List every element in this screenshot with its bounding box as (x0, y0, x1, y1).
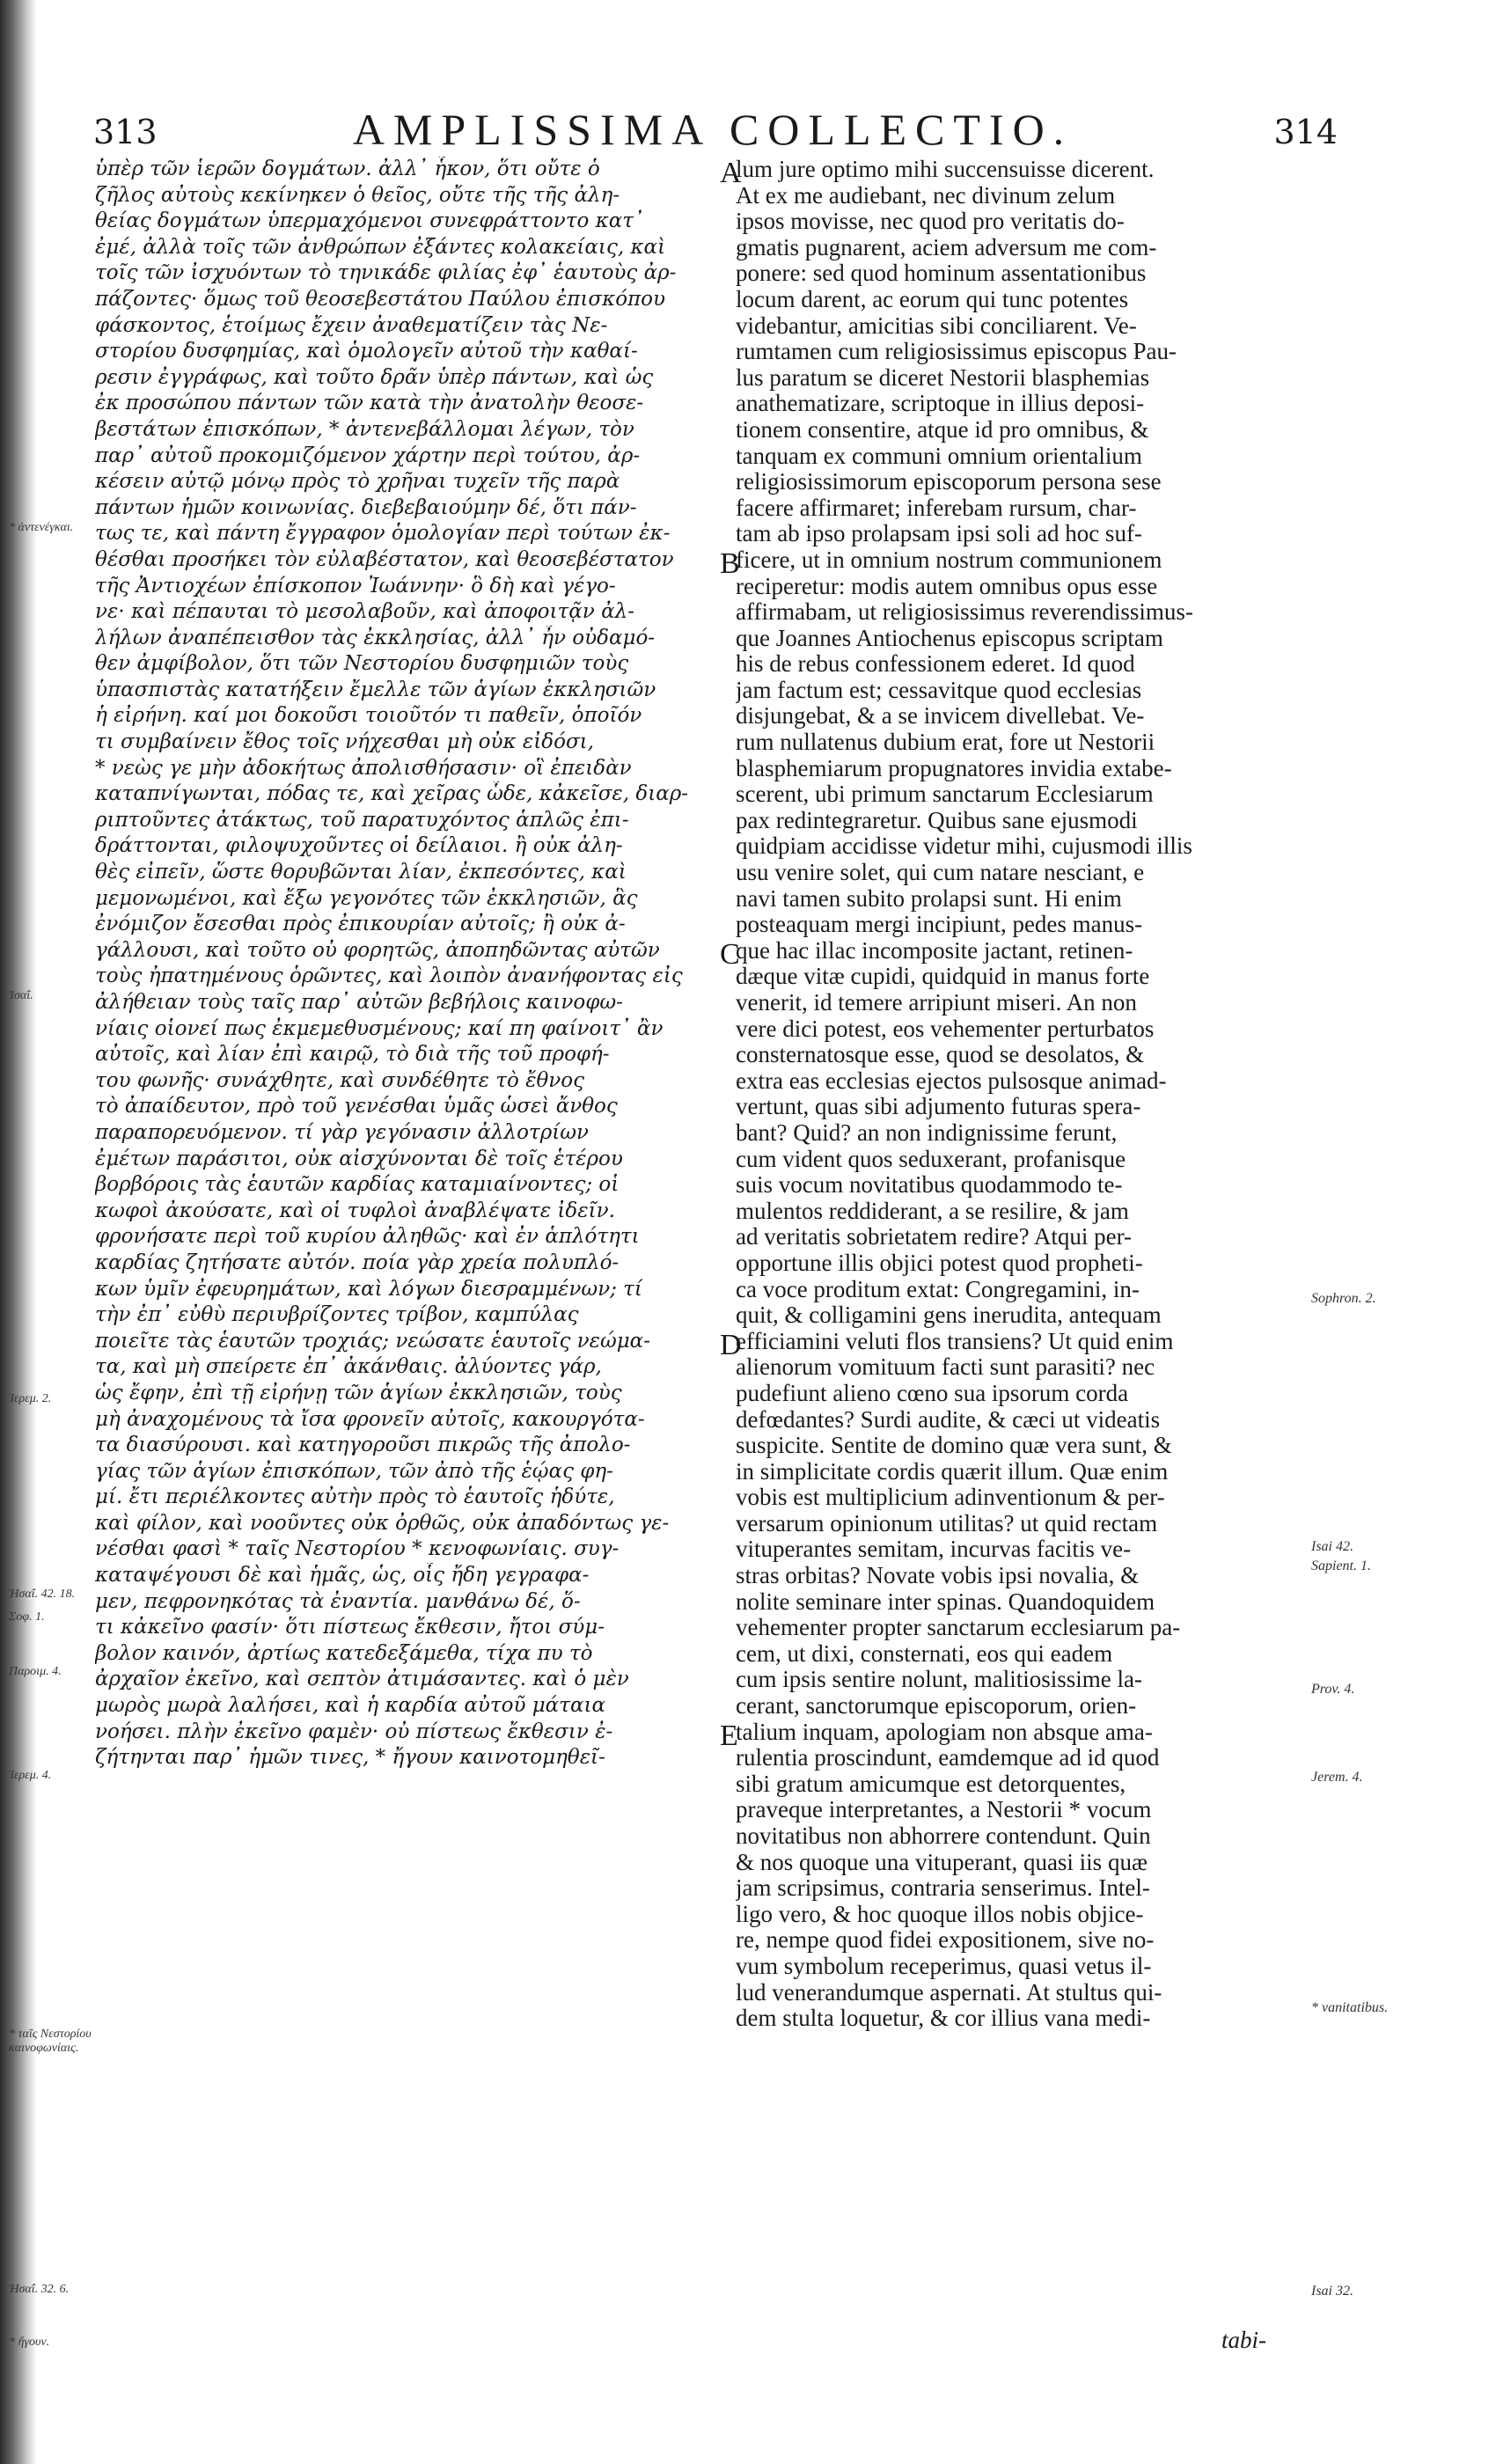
greek-text-line: ὑπασπιστὰς κατατήξειν ἔμελλε τῶν ἁγίων ἐκκλησιῶν (95, 678, 656, 701)
greek-text-line: ρεσιν ἐγγράφως, καὶ τοῦτο δρᾶν ὑπὲρ πάντων, καὶ ὡς (95, 365, 654, 389)
latin-text-line: ficere, ut in omnium nostrum communionem (736, 546, 1162, 573)
greek-text-line: ριπτοῦντες ἀτάκτως, τοῦ παρατυχόντος ἁπλῶς ἐπι- (95, 808, 629, 832)
greek-text-line: τα, καὶ μὴ σπείρετε ἐπ᾿ ἀκάνθαις. ἀλύοντες γάρ, (95, 1355, 602, 1379)
greek-text-line: μὴ ἀναχομένους τὰ ἴσα φρονεῖν αὐτοῖς, κακουργότα- (95, 1407, 645, 1431)
greek-text-line: φρονήσατε περὶ τοῦ κυρίου ἀληθῶς· καὶ ἐν ἁπλότητι (95, 1225, 640, 1249)
greek-text-line: τῆς Ἀντιοχέων ἐπίσκοπον Ἰωάννην· ὃ δὴ καὶ γέγο- (95, 574, 616, 598)
latin-text-line: anathematizare, scriptoque in illius deposi- (736, 391, 1145, 417)
greek-text-line: πάζοντες· ὅμως τοῦ θεοσεβεστάτου Παύλου ἐπισκόπου (95, 287, 665, 311)
page-header (88, 104, 1338, 157)
latin-text-line: dæque vitæ cupidi, quidquid in manus forte (736, 964, 1150, 990)
greek-text-line: φάσκοντος, ἑτοίμως ἔχειν ἀναθεματίζειν τὰς Νε- (95, 313, 608, 337)
greek-text-line: βολον καινόν, ἀρτίως κατεδεξάμεθα, τίχα πυ τὸ (95, 1641, 593, 1665)
left-margin-note: Σοφ. 1. (9, 1610, 45, 1624)
greek-text-line: νε· καὶ πέπαυται τὸ μεσολαβοῦν, καὶ ἀποφοιτᾷν ἀλ- (95, 600, 634, 624)
latin-text-line: ligo vero, & hoc quoque illos nobis objice- (736, 1901, 1144, 1927)
greek-text-line: δράττονται, φιλοψυχοῦντες οἱ δείλαιοι. ἢ οὐκ ἀλη- (95, 834, 623, 858)
greek-text-line: στορίου δυσφημίας, καὶ ὁμολογεῖν αὐτοῦ τὴν καθαί- (95, 340, 638, 363)
latin-text-line: praveque interpretantes, a Nestorii * vocum (736, 1797, 1152, 1823)
greek-text-line: θείας δογμάτων ὑπερμαχόμενοι συνεφράττοντο κατ᾿ (95, 209, 644, 233)
latin-text-line: vehementer propter sanctarum ecclesiarum pa- (736, 1615, 1181, 1641)
greek-text-line: μεμονωμένοι, καὶ ἔξω γεγονότες τῶν ἐκκλησιῶν, ἃς (95, 886, 638, 910)
latin-text-line: vertunt, quas sibi adjumento futuras spera- (736, 1094, 1141, 1120)
section-letter-b: B (720, 547, 740, 580)
greek-text-column (95, 157, 725, 1771)
greek-text-line: κωφοὶ ἀκούσατε, καὶ οἱ τυφλοὶ ἀναβλέψατε ἰδεῖν. (95, 1199, 615, 1222)
latin-text-line: affirmabam, ut religiosissimus reverendissimus- (736, 599, 1193, 626)
left-margin-note: Ἱερεμ. 2. (9, 1392, 52, 1405)
latin-text-line: ipsos movisse, nec quod pro veritatis do- (736, 209, 1125, 235)
latin-text-line: consternatosque esse, quod se desolatos, & (736, 1042, 1145, 1068)
left-page-number: 313 (93, 113, 158, 151)
greek-text-line: νέσθαι φασὶ * ταῖς Νεστορίου * κενοφωνίαις. συγ- (95, 1537, 620, 1561)
latin-text-line: navi tamen subito prolapsi sunt. Hi enim (736, 885, 1122, 912)
greek-text-line: ὡς ἔφην, ἐπὶ τῇ εἰρήνῃ τῶν ἁγίων ἐκκλησιῶν, τοὺς (95, 1381, 622, 1404)
latin-text-line: his de rebus confessionem ederet. Id quod (736, 651, 1135, 678)
latin-text-line: cem, ut dixi, consternati, eos qui eadem (736, 1640, 1113, 1667)
section-letter-a: A (720, 157, 742, 189)
latin-text-line: At ex me audiebant, nec divinum zelum (736, 182, 1116, 209)
latin-text-line: videbantur, amicitias sibi conciliarent. Ve- (736, 312, 1137, 339)
latin-text-line: blasphemiarum propugnatores invidia extabe- (736, 755, 1172, 781)
latin-text-line: ad veritatis sobrietatem redire? Atqui per- (736, 1224, 1133, 1250)
left-margin-note: Ἰσαΐ. (9, 989, 33, 1002)
latin-text-line: gmatis pugnarent, aciem adversum me com- (736, 234, 1157, 260)
greek-text-line: θέσθαι προσήκει τὸν εὐλαβέστατον, καὶ θεοσεβέστατον (95, 547, 674, 571)
latin-text-line: rumtamen cum religiosissimus episcopus Pau- (736, 339, 1177, 365)
latin-text-line: posteaquam mergi incipiunt, pedes manus- (736, 912, 1143, 938)
latin-text-line: cum vident quos seduxerant, profanisque (736, 1146, 1126, 1172)
right-margin-note: Sophron. 2. (1311, 1291, 1376, 1306)
latin-text-line: jam factum est; cessavitque quod ecclesias (736, 677, 1142, 703)
latin-text-line: vum symbolum receperimus, quasi vetus il- (736, 1953, 1152, 1979)
left-margin-note: * ταῖς Νεστορίου καινοφωνίαις. (9, 2028, 92, 2055)
latin-text-line: in simplicitate cordis quærit illum. Quæ enim (736, 1458, 1169, 1485)
latin-text-line: re, nempe quod fidei expositionem, sive no- (736, 1927, 1155, 1954)
latin-text-line: reciperetur: modis autem omnibus opus esse (736, 573, 1158, 599)
greek-text-line: νίαις οἱονεί πως ἐκμεμεθυσμένους; καί πη φαίνοιτ᾿ ἂν (95, 1016, 664, 1040)
section-letter-e: E (720, 1720, 738, 1752)
latin-text-line: lus paratum se diceret Nestorii blasphemias (736, 364, 1150, 391)
left-margin-note: Παροιμ. 4. (9, 1665, 62, 1678)
latin-text-line: rulentia proscindunt, eamdemque ad id quod (736, 1745, 1160, 1771)
greek-text-line: ἡ εἰρήνη. καί μοι δοκοῦσι τοιοῦτόν τι παθεῖν, ὁποῖόν (95, 704, 642, 728)
latin-text-line: suis vocum novitatibus quodammodo te- (736, 1172, 1123, 1199)
latin-text-line: bant? Quid? an non indignissime ferunt, (736, 1119, 1118, 1146)
latin-text-line: opportune illis objici potest quod propheti- (736, 1250, 1143, 1276)
latin-text-line: rum nullatenus dubium erat, fore ut Nestorii (736, 730, 1155, 756)
greek-text-line: καὶ φίλον, καὶ νοοῦντες οὐκ ὀρθῶς, οὐκ ἀπαδόντως γε- (95, 1511, 670, 1535)
latin-text-line: lum jure optimo mihi succensuisse dicerent. (736, 157, 1155, 182)
greek-text-line: θεν ἀμφίβολον, ὅτι τῶν Νεστορίου δυσφημιῶν τοὺς (95, 652, 629, 676)
latin-text-line: efficiamini veluti flos transiens? Ut quid enim (736, 1328, 1174, 1354)
latin-text-line: sibi gratum amicumque est detorquentes, (736, 1771, 1126, 1797)
greek-text-line: κων ὑμῖν ἐφευρημάτων, καὶ λόγων διεσραμμένων; τί (95, 1277, 642, 1301)
section-letter-c: C (720, 938, 740, 971)
latin-text-line: talium inquam, apologiam non absque ama- (736, 1719, 1153, 1745)
greek-text-line: ἐκ προσώπου πάντων τῶν κατὰ τὴν ἀνατολὴν θεοσε- (95, 392, 644, 415)
greek-text-line: τως τε, καὶ πάντη ἔγγραφον ὁμολογίαν περὶ τούτων ἐκ- (95, 522, 671, 546)
latin-text-line: ponere: sed quod hominum assentationibus (736, 260, 1147, 287)
section-letter-d: D (720, 1329, 742, 1361)
right-page-number: 314 (1273, 113, 1338, 151)
latin-text-line: pax redintegraretur. Quibus sane ejusmodi (736, 807, 1138, 833)
latin-text-line: usu venire solet, qui cum natare nesciant, e (736, 860, 1145, 886)
latin-text-line: jam scripsimus, contraria senserimus. Intel- (736, 1875, 1150, 1902)
greek-text-line: τοῖς τῶν ἰσχυόντων τὸ τηνικάδε φιλίας ἐφ᾿ ἑαυτοὺς ἀρ- (95, 261, 677, 285)
latin-text-line: nolite seminare inter spinas. Quandoquidem (736, 1588, 1155, 1615)
latin-text-line: religiosissimorum episcoporum persona sese (736, 469, 1162, 495)
latin-text-line: venerit, id temere arripiunt miseri. An non (736, 990, 1137, 1016)
latin-text-line: cerant, sanctorumque episcoporum, orien- (736, 1693, 1137, 1720)
latin-text-line: novitatibus non abhorrere contendunt. Quin (736, 1823, 1151, 1849)
catchword: tabi- (1221, 2327, 1266, 2353)
greek-text-line: μωρὸς μωρὰ λαλήσει, καὶ ἡ καρδία αὐτοῦ μάταια (95, 1694, 606, 1718)
latin-text-line: versarum opinionum utilitas? ut quid rectam (736, 1510, 1158, 1536)
greek-text-line: γάλλουσι, καὶ τοῦτο οὐ φορητῶς, ἀποπηδῶντας αὐτῶν (95, 938, 660, 962)
right-margin-note: Jerem. 4. (1311, 1770, 1363, 1785)
latin-text-line: scerent, ubi primum sanctarum Ecclesiarum (736, 781, 1154, 808)
greek-text-line: τι κἀκεῖνο φασίν· ὅτι πίστεως ἔκθεσιν, ἤτοι σύμ- (95, 1616, 605, 1639)
running-title: AMPLISSIMA COLLECTIO. (352, 105, 1074, 154)
greek-text-line: καταψέγουσι δὲ καὶ ἡμᾶς, ὡς, οἷς ἤδη γεγραφα- (95, 1564, 590, 1588)
greek-text-line: ζήτηνται παρ᾿ ἡμῶν τινες, * ἤγουν καινοτομηθεῖ- (95, 1746, 605, 1770)
latin-text-line: cum ipsis sentire nolunt, malitiosissime la- (736, 1667, 1142, 1693)
latin-text-line: tionem consentire, atque id pro omnibus, & (736, 416, 1149, 443)
greek-text-line: ἐμέτων παράσιτοι, οὐκ αἰσχύνονται δὲ τοῖς ἑτέρου (95, 1147, 623, 1170)
latin-text-line: stras orbitas? Novate vobis ipsi novalia, & (736, 1563, 1140, 1589)
greek-text-line: τι συμβαίνειν ἔθος τοῖς νήχεσθαι μὴ οὐκ εἰδόσι, (95, 730, 594, 754)
greek-text-line: καρδίας ζητήσατε αὐτόν. ποία γὰρ χρεία πολυπλό- (95, 1250, 620, 1274)
greek-text-line: μί. ἔτι περιέλκοντες αὐτὴν πρὸς τὸ ἑαυτοῖς ἡδύτε, (95, 1485, 615, 1509)
latin-text-line: que Joannes Antiochenus episcopus scriptam (736, 625, 1163, 651)
greek-text-line: ἐμέ, ἀλλὰ τοῖς τῶν ἀνθρώπων ἐξάντες κολακείαις, καὶ (95, 235, 666, 259)
latin-text-line: locum darent, ac eorum qui tunc potentes (736, 286, 1129, 312)
latin-text-line: defœdantes? Surdi audite, & cæci ut videatis (736, 1406, 1161, 1433)
left-margin-note: * ἀντενέγκαι. (9, 521, 74, 534)
greek-text-line: γίας τῶν ἁγίων ἐπισκόπων, τῶν ἀπὸ τῆς ἑῴας φη- (95, 1459, 613, 1483)
latin-text-column (736, 157, 1308, 2032)
greek-text-line: ποιεῖτε τὰς ἑαυτῶν τροχιάς; νεώσατε ἑαυτοῖς νεώμα- (95, 1329, 650, 1353)
latin-text-line: tanquam ex communi omnium orientalium (736, 443, 1142, 469)
greek-text-line: βεστάτων ἐπισκόπων, * ἀντενεβάλλομαι λέγων, τὸν (95, 417, 634, 441)
greek-text-line: κέσειν αὐτῷ μόνῳ πρὸς τὸ χρῆναι τυχεῖν τῆς παρὰ (95, 470, 620, 494)
latin-text-line: dem stulta loquetur, & cor illius vana medi- (736, 2006, 1151, 2032)
latin-text-line: vobis est multiplicium adinventionum & per- (736, 1485, 1165, 1511)
greek-text-line: * νεὼς γε μὴν ἀδοκήτως ἀπολισθήσασιν· οἳ ἐπειδὰν (95, 756, 632, 780)
latin-text-line: quit, & colligamini gens inerudita, antequam (736, 1302, 1162, 1329)
greek-text-line: λήλων ἀναπέπεισθον τὰς ἐκκλησίας, ἀλλ᾿ ἦν οὐδαμό- (95, 626, 656, 649)
latin-text-line: vere dici potest, eos vehementer perturbatos (736, 1016, 1155, 1042)
latin-text-line: & nos quoque una vituperant, quasi iis quæ (736, 1849, 1148, 1875)
greek-text-line: νοήσει. πλὴν ἐκεῖνο φαμὲν· οὐ πίστεως ἔκθεσιν ἐ- (95, 1720, 613, 1743)
latin-text-line: vituperantes semitam, incurvas facitis ve- (736, 1536, 1132, 1563)
latin-text-line: lud venerandumque aspernati. At stultus qui- (736, 1979, 1162, 2006)
binding-gutter-shadow (0, 0, 37, 2464)
right-margin-note: Prov. 4. (1311, 1682, 1355, 1697)
greek-text-line: παραπορευόμενον. τί γὰρ γεγόνασιν ἀλλοτρίων (95, 1120, 589, 1144)
latin-text-line: que hac illac incomposite jactant, retinen- (736, 937, 1133, 964)
greek-text-line: παρ᾿ αὐτοῦ προκομιζόμενον χάρτην περὶ τούτου, ἀρ- (95, 444, 641, 467)
latin-text-line: alienorum vomituum facti sunt parasiti? nec (736, 1354, 1155, 1381)
left-margin-note: * ἤγουν. (9, 2336, 50, 2349)
greek-text-line: τοὺς ἠπατημένους ὁρῶντες, καὶ λοιπὸν ἀνανήφοντας εἰς (95, 964, 683, 988)
greek-text-line: ἀρχαῖον ἐκεῖνο, καὶ σεπτὸν ἀτιμάσαντες. καὶ ὁ μὲν (95, 1668, 629, 1691)
greek-text-line: τὴν ἐπ᾿ εὐθὺ περιυβρίζοντες τρίβον, καμπύλας (95, 1303, 579, 1327)
right-margin-note: Isai 42. (1311, 1539, 1353, 1554)
right-margin-note: * vanitatibus. (1311, 2000, 1389, 2015)
latin-text-line: disjungebat, & a se invicem divellebat. Ve- (736, 703, 1145, 730)
greek-text-line: βορβόροις τὰς ἑαυτῶν καρδίας καταμιαίνοντες; οἱ (95, 1173, 620, 1197)
greek-text-line: του φωνῆς· συνάχθητε, καὶ συνδέθητε τὸ ἔθνος (95, 1068, 585, 1092)
latin-text-line: mulentos reddiderant, a se resilire, & jam (736, 1198, 1129, 1224)
latin-text-line: facere affirmaret; inferebam rursum, char- (736, 495, 1137, 521)
greek-text-line: ἐνόμιζον ἔσεσθαι πρὸς ἐπικουρίαν αὐτοῖς; ἢ οὐκ ἀ- (95, 913, 626, 936)
greek-text-line: αὐτοῖς, καὶ λίαν ἐπὶ καιρῷ, τὸ διὰ τῆς τοῦ προφή- (95, 1043, 610, 1067)
right-margin-note: Isai 32. (1311, 2284, 1353, 2299)
latin-text-line: extra eas ecclesias ejectos pulsosque animad- (736, 1067, 1167, 1094)
right-margin-note: Sapient. 1. (1311, 1558, 1371, 1573)
greek-text-line: ἀλήθειαν τοὺς ταῖς παρ᾿ αὐτῶν βεβήλοις καινοφω- (95, 991, 623, 1014)
latin-text-line: suspicite. Sentite de domino quæ vera sunt, & (736, 1433, 1172, 1459)
left-margin-note: Ἱερεμ. 4. (9, 1769, 52, 1782)
latin-text-line: pudefiunt alieno cœno sua ipsorum corda (736, 1380, 1129, 1406)
greek-text-line: πάντων ἡμῶν κοινωνίας. διεβεβαιούμην δέ, ὅτι πάν- (95, 495, 637, 519)
greek-text-line: τα διασύρουσι. καὶ κατηγοροῦσι πικρῶς τῆς ἀπολο- (95, 1434, 631, 1457)
left-margin-note: Ἡσαΐ. 32. 6. (9, 2283, 70, 2296)
greek-text-line: θὲς εἰπεῖν, ὥστε θορυβῶνται λίαν, ἐκπεσόντες, καὶ (95, 861, 627, 884)
greek-text-line: μεν, πεφρονηκότας τὰ ἐναντία. μανθάνω δέ, ὅ- (95, 1589, 581, 1613)
greek-text-line: καταπνίγωνται, πόδας τε, καὶ χεῖρας ὧδε, κἀκεῖσε, διαρ- (95, 782, 689, 806)
latin-text-line: quidpiam accidisse videtur mihi, cujusmodi illis (736, 833, 1192, 860)
latin-text-line: tam ab ipso prolapsam ipsi soli ad hoc suf- (736, 521, 1142, 547)
latin-text-line: ca voce proditum extat: Congregamini, in- (736, 1276, 1140, 1302)
greek-text-line: τὸ ἀπαίδευτον, πρὸ τοῦ γενέσθαι ὑμᾶς ὡσεὶ ἄνθος (95, 1095, 618, 1118)
greek-text-line: ζῆλος αὐτοὺς κεκίνηκεν ὁ θεῖος, οὔτε τῆς τῆς ἀλη- (95, 183, 620, 207)
greek-text-line: ὑπὲρ τῶν ἱερῶν δογμάτων. ἀλλ᾿ ἧκον, ὅτι οὔτε ὁ (95, 158, 600, 180)
left-margin-note: Ἡσαΐ. 42. 18. (9, 1588, 76, 1601)
